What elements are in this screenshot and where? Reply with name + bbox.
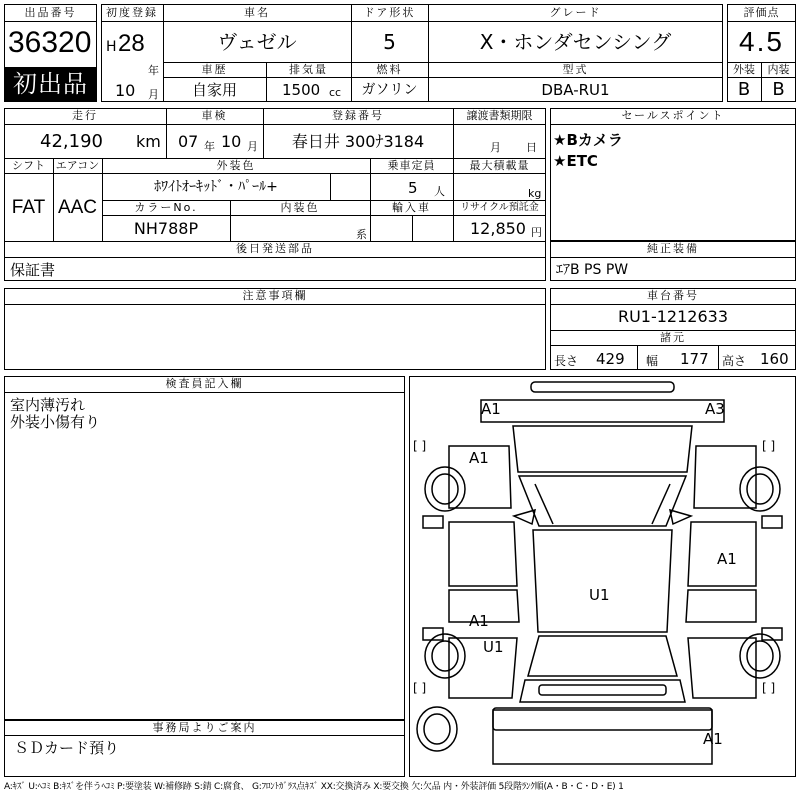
right-rear-fender — [688, 638, 756, 698]
capacity-unit: 人 — [434, 185, 445, 198]
aircon-value: AAC — [57, 197, 98, 218]
recycle-label: リサイクル預託金 — [460, 202, 539, 213]
front-bumper-top — [531, 382, 674, 392]
max-load-unit: kg — [528, 187, 542, 200]
specs-width-label: 幅 — [646, 354, 659, 368]
registration-label: 登録番号 — [332, 109, 384, 122]
car-diagram-svg — [409, 376, 796, 777]
mark-back-door: A1 — [703, 730, 723, 748]
windshield — [519, 476, 686, 526]
grade-label: グレード — [549, 6, 602, 19]
specs-length: 429 — [596, 350, 625, 368]
later-parts-label-2: 後日発送部品 — [236, 242, 314, 255]
first-reg-month-unit: 月 — [148, 88, 159, 101]
sales-point-2: ★ETC — [553, 152, 598, 170]
exterior-color-label: 外装色 — [216, 159, 256, 172]
lot-number: 36320 — [8, 26, 92, 59]
exterior-color-value: ﾎﾜｲﾄｵｰｷｯﾄﾞ・ﾊﾟｰﾙ+ — [154, 179, 278, 195]
inspection-year: 07 — [178, 132, 199, 151]
chassis-value: RU1-1212633 — [617, 307, 729, 326]
rear-glass — [528, 636, 677, 676]
notes-label: 注意事項欄 — [242, 289, 308, 302]
fuel-value: ガソリン — [361, 82, 418, 98]
mark-right-door: A1 — [717, 550, 737, 568]
specs-label: 諸元 — [660, 331, 686, 344]
office-label: 事務局よりご案内 — [152, 721, 257, 734]
specs-length-label: 長さ — [554, 354, 579, 368]
genuine-label: 純正装備 — [647, 242, 699, 255]
recycle-unit: 円 — [531, 226, 542, 239]
capacity-value: 5 — [408, 179, 418, 197]
shift-value: FAT — [11, 197, 46, 218]
hood — [513, 426, 692, 472]
right-rear-door — [686, 590, 756, 622]
mark-roof: U1 — [589, 586, 610, 604]
max-load-label: 最大積載量 — [469, 159, 530, 172]
import-label: 輸入車 — [392, 201, 431, 214]
car-name-label: 車名 — [244, 6, 270, 19]
score-int-value: B — [772, 79, 785, 100]
inspector-label: 検査員記入欄 — [165, 377, 244, 390]
roof — [533, 530, 672, 632]
displacement-label: 排気量 — [289, 63, 328, 76]
recycle-value: 12,850 — [470, 219, 526, 238]
interior-color-unit: 系 — [356, 228, 367, 241]
score-label: 評価点 — [743, 6, 780, 19]
transfer-month-unit: 月 — [490, 141, 501, 154]
chassis-label: 車台番号 — [647, 289, 699, 302]
mileage-unit: km — [136, 132, 161, 151]
sales-points-label: セールスポイント — [621, 109, 725, 122]
office-value: ＳＤカード預り — [14, 739, 120, 757]
displacement-unit: cc — [329, 86, 342, 99]
mark-left-rear-fender: U1 — [483, 638, 504, 656]
genuine-value: ｴｱB PS PW — [556, 262, 629, 278]
first-listing-badge: 初出品 — [5, 67, 96, 101]
history-value: 自家用 — [191, 81, 237, 99]
displacement-value: 1500 — [282, 81, 321, 99]
sales-point-1: ★Bカメラ — [553, 131, 623, 149]
bracket-left-rear: [ ] — [413, 681, 427, 695]
trunk — [520, 680, 685, 702]
doors-label: ドア形状 — [363, 6, 416, 19]
car-name-value: ヴェゼル — [217, 30, 297, 54]
specs-height: 160 — [760, 350, 789, 368]
fuel-label: 燃料 — [376, 63, 403, 76]
score-ext-value: B — [737, 79, 751, 100]
sales-points-box — [550, 108, 796, 241]
color-no-value: NH788P — [133, 219, 199, 238]
inspection-month: 10 — [221, 132, 242, 151]
shift-label: シフト — [12, 159, 45, 172]
score-ext-label: 外装 — [733, 63, 755, 76]
left-front-door — [449, 522, 517, 586]
inspection-year-unit: 年 — [204, 140, 215, 153]
model-code-value: DBA-RU1 — [541, 81, 610, 99]
rear-bumper — [493, 708, 712, 730]
mark-left-fender: A1 — [469, 449, 489, 467]
right-mirror — [670, 510, 691, 524]
inspection-label: 車検 — [201, 109, 228, 122]
first-reg-year-unit: 年 — [148, 64, 159, 77]
back-door — [493, 710, 712, 764]
color-no-label: カラーNo. — [134, 201, 198, 214]
registration-value: 春日井 300ﾅ3184 — [291, 132, 425, 151]
mark-front-left: A1 — [481, 400, 501, 418]
aircon-label: エアコン — [55, 159, 100, 172]
specs-height-label: 高さ — [722, 354, 747, 368]
lot-label: 出品番号 — [24, 6, 77, 19]
score-value: 4.5 — [739, 26, 784, 57]
later-parts-value: 保証書 — [10, 261, 56, 279]
front-bumper — [481, 400, 724, 422]
rear-bumper-bottom — [539, 685, 666, 695]
mark-front-right: A3 — [705, 400, 725, 418]
mileage-label: 走行 — [72, 109, 98, 122]
bracket-left-front: [ ] — [413, 439, 427, 453]
inspector-line-1: 室内薄汚れ — [10, 396, 86, 414]
capacity-label: 乗車定員 — [387, 159, 436, 172]
specs-width: 177 — [680, 350, 709, 368]
inspector-line-2: 外装小傷有り — [10, 413, 101, 431]
left-mirror — [514, 510, 535, 524]
score-int-label: 内装 — [767, 63, 790, 76]
bracket-right-front: [ ] — [762, 439, 776, 453]
legend-footer: A:ｷｽﾞ U:ﾍｺﾐ B:ｷｽﾞを伴うﾍｺﾐ P:要塗装 W:補修跡 S:錆 C:腐食、 G:ﾌﾛﾝﾄｶﾞﾗｽ点ｷｽﾞ XX:交換済み X:要交換 欠:欠品 内・外装評価 5段階ﾗﾝｸ順(A・B・C・D・E) 1 — [4, 782, 624, 792]
mark-left-rear: A1 — [469, 612, 489, 630]
first-reg-label: 初度登録 — [106, 6, 158, 19]
grade-value: X・ホンダセンシング — [479, 30, 672, 54]
first-reg-year: 28 — [118, 30, 145, 57]
bracket-right-rear: [ ] — [762, 681, 776, 695]
history-label: 車歴 — [201, 63, 228, 76]
inspection-month-unit: 月 — [247, 140, 258, 153]
transfer-day-unit: 日 — [526, 141, 537, 154]
doors-value: 5 — [383, 30, 396, 54]
first-reg-era: H — [106, 39, 117, 55]
mileage-value: 42,190 — [40, 131, 103, 152]
first-reg-month: 10 — [115, 81, 136, 100]
interior-color-label: 内装色 — [280, 201, 320, 214]
model-code-label: 型式 — [562, 63, 589, 76]
right-front-fender — [694, 446, 756, 508]
transfer-label: 譲渡書類期限 — [466, 109, 533, 122]
